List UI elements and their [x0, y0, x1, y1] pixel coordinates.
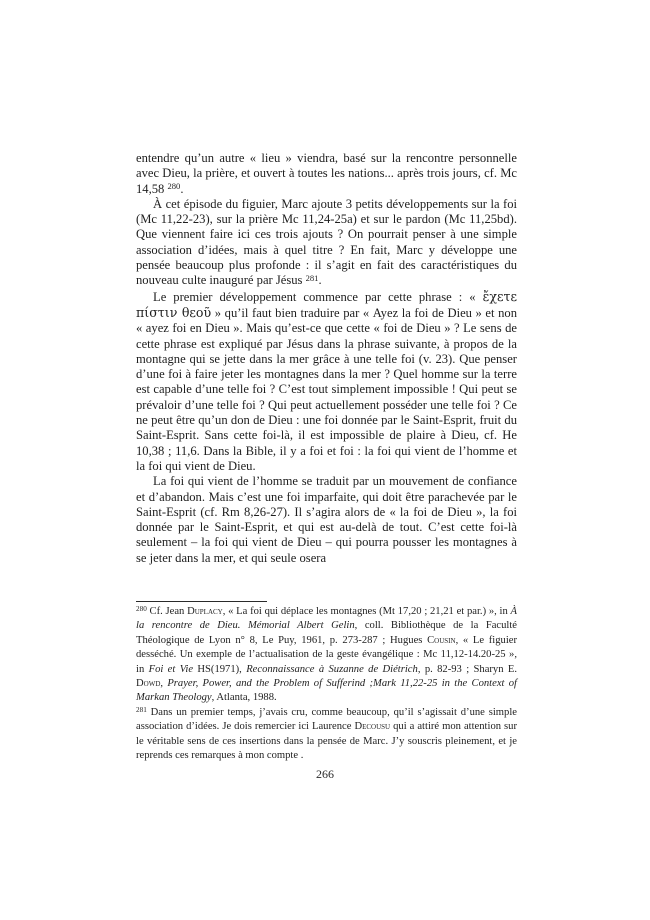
text-segment: Duplacy — [187, 606, 223, 617]
text-segment: entendre qu’un autre « lieu » viendra, basé sur la rencontre personnelle avec Dieu, la prière, et ouvert à toutes les nations... après trois jours, cf. Mc 14,58 — [136, 151, 517, 196]
text-segment: Cf. Jean — [146, 606, 188, 617]
text-segment: qui a attiré mon attention sur le véritable sens de ces insertions dans la pensée de Marc. J’y souscris pleinement, et je reprends ces remarques à mon compte . — [136, 721, 517, 762]
body-paragraph-4 — [136, 474, 517, 566]
text-segment: Le premier développement commence par cette phrase : « — [153, 289, 483, 304]
text-segment: Reconnaissance à Suzanne de Diétrich — [246, 663, 418, 675]
footnote-reference: 280 — [136, 604, 147, 613]
text-segment: , — [160, 678, 168, 690]
footnote-reference: 281 — [136, 705, 147, 714]
text-segment: HS(1971), — [193, 663, 247, 675]
text-segment: Prayer, Power, and the Problem of Sufferind ;Mark 11,22-25 in the Context of Markan Theology — [136, 678, 518, 704]
text-segment: , « La foi qui déplace les montagnes (Mt 17,20 ; 21,21 et par.) », in — [222, 606, 511, 617]
text-segment: Cousin — [427, 634, 456, 646]
body-text — [136, 151, 517, 566]
text-segment: . — [180, 181, 184, 196]
footnote-reference: 281 — [305, 272, 319, 283]
footnote-separator — [136, 601, 267, 602]
footnote-281 — [136, 706, 517, 764]
text-segment: , coll. Bibliothèque de la Faculté Théologique de Lyon n° 8, Le Puy, 1961, p. 273-287 ; Hugues — [136, 620, 518, 646]
text-segment: Dowd — [136, 678, 161, 690]
text-segment: , p. 82-93 ; Sharyn E. — [417, 663, 518, 675]
text-segment: » qu’il faut bien traduire par « Ayez la foi de Dieu » et non « ayez foi en Dieu ». Mais qu’est-ce que cette « foi de Dieu » ? Le sens de cette phrase est expliqué par Jésus dans la phrase suivante, à propos de la montagne qui se jette dans la mer grâce à une telle foi (v. 23). Que penser d’une foi à faire jeter les montagnes dans la mer ? Quel homme sur la terre est capable d’une telle foi ? C’est tout simplement impossible ! Qui peut se prévaloir d’une telle foi ? Qui peut actuellement posséder une telle foi ? Ce ne peut être qu’un don de Dieu : une foi donnée par le Saint-Esprit, fruit du Saint-Esprit. Sans cette foi-là, il est impossible de plaire à Dieu, cf. He 10,38 ; 11,6. Dans la Bible, il y a foi et foi : la foi qui vient de l’homme et la foi qui vient de Dieu. — [136, 305, 517, 473]
footnote-280 — [136, 605, 517, 706]
text-segment: . — [318, 273, 322, 288]
text-segment: , « Le figuier desséché. Un exemple de l’actualisation de la geste évangélique : Mc 11,12-14.20-25 », in — [136, 634, 517, 675]
text-segment: Dans un premier temps, j’avais cru, comme beaucoup, qu’il s’agissait d’une simple association d’idées. Je dois remercier ici Laurence — [136, 706, 517, 733]
body-paragraph-1 — [136, 151, 517, 197]
footnotes — [136, 605, 517, 763]
text-segment: Foi et Vie — [148, 663, 194, 675]
text-segment: , Atlanta, 1988. — [211, 692, 277, 704]
text-segment: ἔχετε πίστιν θεοῦ — [136, 288, 517, 320]
text-segment: À cet épisode du figuier, Marc ajoute 3 petits développements sur la foi (Mc 11,22-23), sur la prière Mc 11,24-25a) et sur le pardon (Mc 11,25bd). Que viennent faire ici ces trois ajouts ? On pourrait penser à une simple association d’idées, mais à quel titre ? En fait, Marc y développe une pensée beaucoup plus profonde : il s’agit en fait des caractéristiques du nouveau culte inauguré par Jésus — [136, 196, 517, 288]
body-paragraph-2 — [136, 197, 517, 289]
footnote-reference: 280 — [167, 180, 181, 191]
text-segment: À la rencontre de Dieu. Mémorial Albert Gelin — [136, 606, 517, 632]
text-segment: La foi qui vient de l’homme se traduit par un mouvement de confiance et d’abandon. Mais c’est une foi imparfaite, qui doit être parachevée par le Saint-Esprit (cf. Rm 8,26-27). Il s’agira alors de « la foi de Dieu », la foi donnée par le Saint-Esprit, et qui est au-delà de tout. C’est cette foi-là seulement – la foi qui vient de Dieu – qui pourra pousser les montagnes à se jeter dans la mer, et qui seule osera — [136, 474, 517, 565]
body-paragraph-3 — [136, 289, 517, 475]
text-segment: Decousu — [354, 721, 391, 733]
page-number: 266 — [316, 767, 334, 781]
